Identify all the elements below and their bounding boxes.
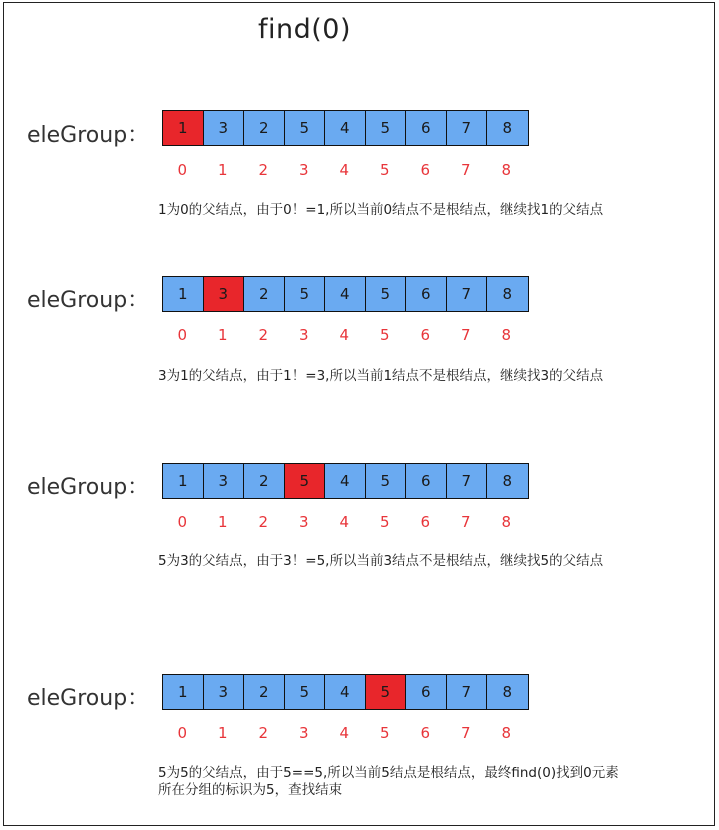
array-cell: 6 (406, 675, 447, 709)
array-cell-current: 1 (163, 111, 204, 145)
array-index: 1 (217, 326, 228, 344)
array-index: 1 (217, 513, 228, 531)
array-cell: 8 (487, 464, 528, 498)
array-index: 8 (501, 513, 512, 531)
index-row-step-4 (162, 724, 527, 742)
array-cell: 4 (325, 111, 366, 145)
array-step-3 (162, 463, 529, 499)
array-cell: 7 (447, 675, 488, 709)
array-index: 5 (379, 724, 390, 742)
array-cell: 4 (325, 675, 366, 709)
array-cell: 8 (487, 675, 528, 709)
step-description-1: 1为0的父结点，由于0！=1,所以当前0结点不是根结点，继续找1的父结点 (158, 202, 604, 218)
array-step-1 (162, 110, 529, 146)
array-cell: 7 (447, 464, 488, 498)
array-index: 5 (379, 326, 390, 344)
array-cell: 2 (244, 464, 285, 498)
array-index: 1 (217, 161, 228, 179)
array-index: 0 (177, 326, 188, 344)
array-index: 3 (298, 724, 309, 742)
array-cell: 5 (285, 675, 326, 709)
array-index: 2 (258, 513, 269, 531)
array-cell: 6 (406, 111, 447, 145)
array-label-step-3: eleGroup： (27, 475, 150, 500)
array-cell: 8 (487, 111, 528, 145)
array-cell: 8 (487, 277, 528, 311)
array-step-4 (162, 674, 529, 710)
array-cell: 5 (285, 277, 326, 311)
array-index: 4 (339, 326, 350, 344)
array-index: 2 (258, 326, 269, 344)
step-description-4: 5为5的父结点，由于5==5,所以当前5结点是根结点，最终find(0)找到0元素 所在分组的标识为5，查找结束 (158, 765, 619, 798)
array-cell: 5 (366, 111, 407, 145)
array-index: 0 (177, 724, 188, 742)
array-cell: 5 (366, 464, 407, 498)
array-index: 2 (258, 724, 269, 742)
array-cell: 2 (244, 277, 285, 311)
array-label-step-4: eleGroup： (27, 686, 150, 711)
array-index: 1 (217, 724, 228, 742)
diagram-title: find(0) (258, 14, 352, 45)
array-cell: 5 (366, 277, 407, 311)
array-cell-current: 5 (366, 675, 407, 709)
array-cell: 3 (204, 111, 245, 145)
array-index: 3 (298, 513, 309, 531)
array-index: 2 (258, 161, 269, 179)
array-cell: 4 (325, 464, 366, 498)
array-cell: 1 (163, 675, 204, 709)
array-index: 0 (177, 513, 188, 531)
array-index: 7 (460, 724, 471, 742)
step-description-3: 5为3的父结点，由于3！=5,所以当前3结点不是根结点，继续找5的父结点 (158, 553, 604, 569)
array-cell: 1 (163, 277, 204, 311)
array-index: 8 (501, 724, 512, 742)
array-index: 8 (501, 326, 512, 344)
array-cell: 3 (204, 464, 245, 498)
array-cell: 5 (285, 111, 326, 145)
array-index: 4 (339, 513, 350, 531)
array-cell: 3 (204, 675, 245, 709)
array-cell: 2 (244, 111, 285, 145)
array-index: 5 (379, 161, 390, 179)
step-description-2: 3为1的父结点，由于1！=3,所以当前1结点不是根结点，继续找3的父结点 (158, 368, 604, 384)
index-row-step-2 (162, 326, 527, 344)
array-step-2 (162, 276, 529, 312)
array-cell: 6 (406, 464, 447, 498)
array-cell: 7 (447, 111, 488, 145)
array-index: 7 (460, 326, 471, 344)
array-index: 0 (177, 161, 188, 179)
array-label-step-1: eleGroup： (27, 123, 150, 148)
array-index: 8 (501, 161, 512, 179)
array-cell: 1 (163, 464, 204, 498)
array-index: 5 (379, 513, 390, 531)
array-cell: 2 (244, 675, 285, 709)
array-index: 6 (420, 161, 431, 179)
array-cell: 6 (406, 277, 447, 311)
array-index: 6 (420, 326, 431, 344)
array-index: 7 (460, 513, 471, 531)
array-label-step-2: eleGroup： (27, 288, 150, 313)
array-index: 4 (339, 161, 350, 179)
array-index: 3 (298, 161, 309, 179)
array-index: 6 (420, 513, 431, 531)
index-row-step-3 (162, 513, 527, 531)
index-row-step-1 (162, 161, 527, 179)
array-index: 7 (460, 161, 471, 179)
array-index: 3 (298, 326, 309, 344)
array-cell-current: 5 (285, 464, 326, 498)
array-cell: 4 (325, 277, 366, 311)
array-cell: 7 (447, 277, 488, 311)
array-index: 4 (339, 724, 350, 742)
array-cell-current: 3 (204, 277, 245, 311)
array-index: 6 (420, 724, 431, 742)
